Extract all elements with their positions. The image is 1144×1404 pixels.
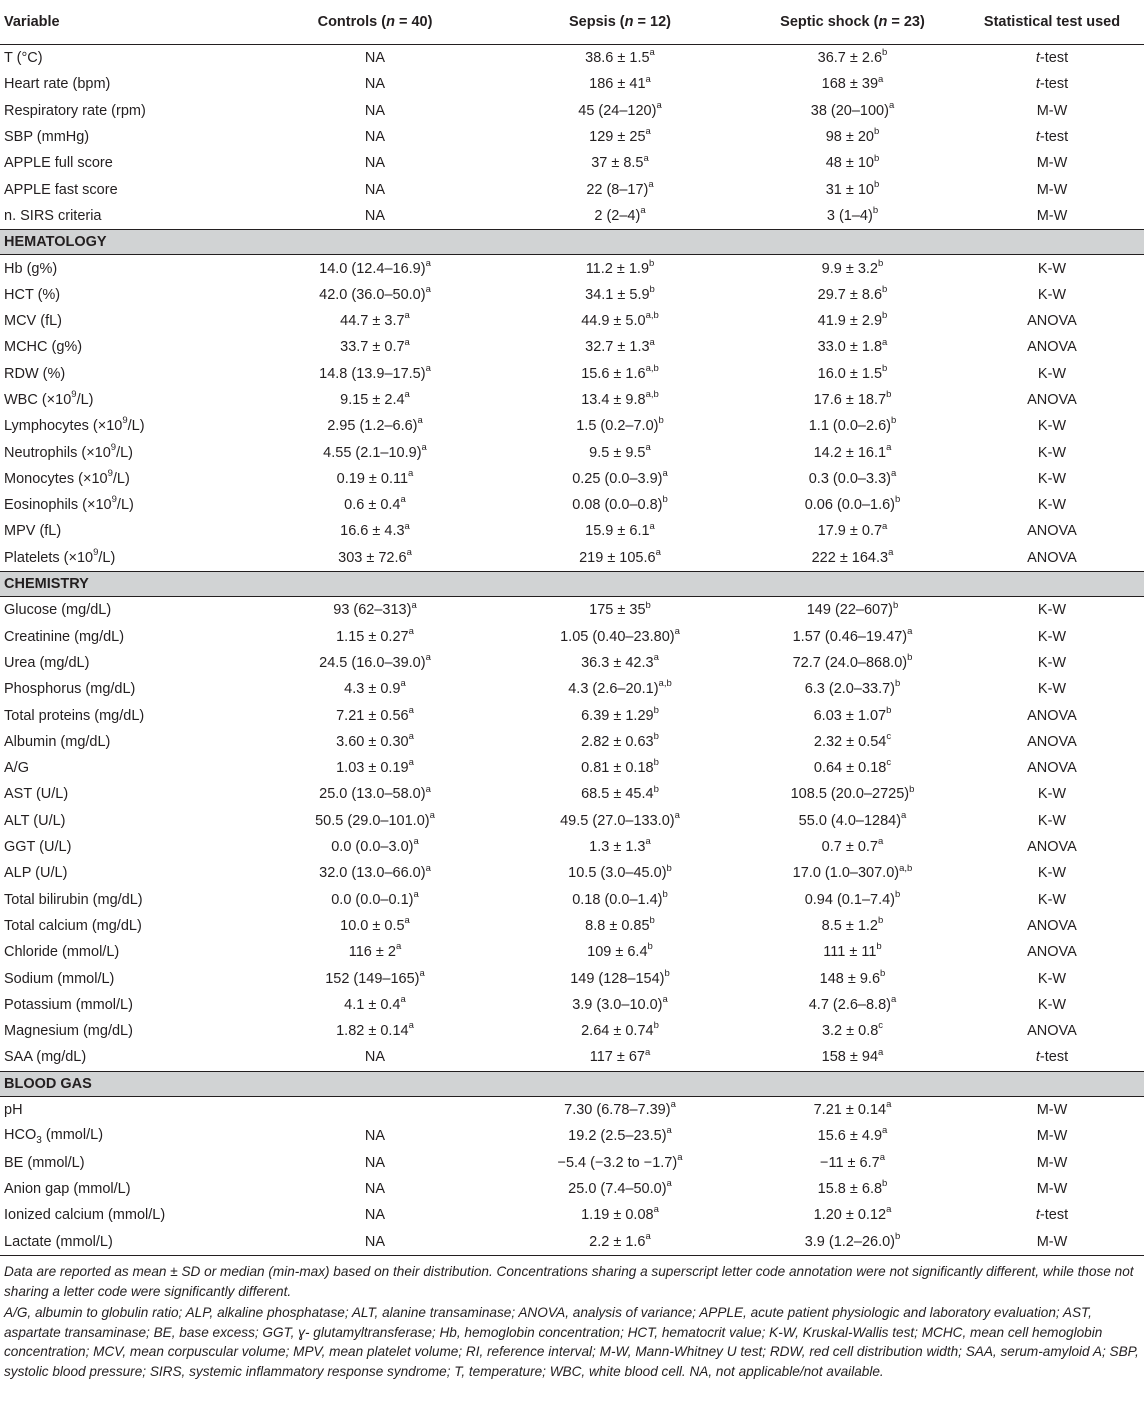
cell-sepsis: 2.82 ± 0.63$^b$ xyxy=(581,731,659,750)
cell-septic-shock: 1.20 ± 0.12$^a$ xyxy=(813,1204,892,1224)
cell-septic-shock: 2.32 ± 0.54$^c$ xyxy=(813,731,892,750)
cell-variable: MPV (fL) xyxy=(4,523,62,540)
cell-controls: 0.0 $(0.0-0.1)^a$ xyxy=(331,888,419,908)
cell-sepsis: 0.81 ± 0.18$^b$ xyxy=(581,757,659,777)
cell-variable: Ionized calcium (mmol/L) xyxy=(4,1207,166,1224)
table-row xyxy=(0,124,1144,150)
header-statistical-test: Statistical test used xyxy=(983,14,1121,30)
cell-test: ANOVA xyxy=(1027,523,1077,540)
cell-test: ANOVA xyxy=(1027,917,1077,934)
cell-controls: 2.95 $(1.2-6.6)^a$ xyxy=(327,415,423,435)
cell-controls: 152 $(149-165)^a$ xyxy=(325,967,425,987)
cell-sepsis: $117 \pm 67^a$ xyxy=(589,1046,651,1066)
cell-septic-shock: 6.03 ± 1.07$^b$ xyxy=(813,704,892,724)
cell-septic-shock: 9.9 ± 3.2$^b$ xyxy=(821,257,884,277)
cell-test: M-W xyxy=(1036,1128,1068,1145)
cell-septic-shock: 148 ± 9.6$^b$ xyxy=(819,967,886,987)
table-row xyxy=(0,545,1144,571)
table-footnotes xyxy=(4,1262,1140,1384)
cell-controls: 0.19 ± 0.11$^a$ xyxy=(336,468,414,487)
cell-sepsis: 0.08 $(0.0-0.8)^b$ xyxy=(572,494,668,514)
cell-test: t-test xyxy=(1035,50,1069,67)
cell-variable: Lymphocytes $(\times 10^9/L)$ xyxy=(4,415,145,435)
table-row xyxy=(0,255,1144,281)
table-row xyxy=(0,1202,1144,1228)
cell-test: K-W xyxy=(1037,786,1067,803)
cell-controls: 9.15 ± 2.4$^a$ xyxy=(340,389,410,408)
cell-controls: 4.3 ± 0.9$^a$ xyxy=(344,678,406,698)
section-header-hematology xyxy=(0,229,1144,255)
cell-sepsis: 2.64 ± 0.74$^b$ xyxy=(581,1020,659,1040)
section-header-chemistry xyxy=(0,571,1144,597)
cell-variable: WBC $(\times 10^9/L)$ xyxy=(4,389,94,408)
cell-test: t-test xyxy=(1035,129,1069,146)
cell-variable: SAA (mg/dL) xyxy=(4,1049,87,1066)
cell-sepsis: $44.9 \pm 5.0^{a,b}$ xyxy=(581,310,659,330)
cell-sepsis: 219 ± 105.6$^a$ xyxy=(579,546,661,566)
table-row xyxy=(0,1123,1144,1149)
cell-controls: NA xyxy=(364,1207,386,1224)
table-row xyxy=(0,1018,1144,1044)
cell-controls: 3.60 ± 0.30$^a$ xyxy=(336,731,414,750)
cell-test: K-W xyxy=(1037,497,1067,514)
table-row xyxy=(0,387,1144,413)
table-row xyxy=(0,45,1144,71)
cell-septic-shock: 1.1 $(0.0-2.6)^b$ xyxy=(808,415,897,435)
table-row xyxy=(0,939,1144,965)
cell-controls: 0.6 ± 0.4$^a$ xyxy=(344,494,406,514)
cell-test: K-W xyxy=(1037,865,1067,882)
cell-test: M-W xyxy=(1036,207,1068,224)
cell-septic-shock: 38 $(20-100)^a$ xyxy=(810,99,895,119)
cell-septic-shock: 14.2 ± 16.1$^a$ xyxy=(813,441,892,461)
cell-controls: 32.0 $(13.0-66.0)^a$ xyxy=(319,862,431,882)
cell-septic-shock: 36.7 ± 2.6$^b$ xyxy=(817,47,888,67)
table-row xyxy=(0,702,1144,728)
cell-septic-shock: 16.0 ± 1.5$^b$ xyxy=(817,362,888,382)
cell-test: ANOVA xyxy=(1027,733,1077,750)
cell-sepsis: $175 \pm 35^b$ xyxy=(589,599,651,619)
cell-variable: BE (mmol/L) xyxy=(4,1154,85,1171)
cell-sepsis: 4.3 $(2.6-20.1)^{a,b}$ xyxy=(568,678,672,698)
cell-sepsis: 25.0 $(7.4-50.0)^a$ xyxy=(568,1178,672,1197)
cell-test: ANOVA xyxy=(1027,944,1077,961)
cell-sepsis: $15.6 \pm 1.6^{a,b}$ xyxy=(581,362,659,382)
cell-septic-shock: 149 $(22-607)^b$ xyxy=(806,599,899,619)
cell-septic-shock: 4.7 $(2.6-8.8)^a$ xyxy=(808,994,897,1013)
footnote-data-description: Data are reported as mean ± SD or median (min-max) based on their distribution. Concentrations sharing a superscript letter code annotation were not significantly different, while those not sharing a letter code were significantly different. xyxy=(4,1264,1134,1299)
cell-sepsis: 38.6 ± 1.5$^a$ xyxy=(585,47,655,67)
table-row xyxy=(0,150,1144,176)
table-row xyxy=(0,729,1144,755)
cell-test: K-W xyxy=(1037,812,1067,829)
section-title: BLOOD GAS xyxy=(4,1075,92,1092)
cell-septic-shock: 17.0 $(1.0-307.0)^{a,b}$ xyxy=(792,862,913,882)
table-row xyxy=(0,965,1144,991)
cell-variable: Potassium (mmol/L) xyxy=(4,996,133,1013)
cell-controls: $116 \pm 2^a$ xyxy=(348,941,402,961)
cell-septic-shock: 108.5 $(20.0-2725)^b$ xyxy=(790,783,915,803)
cell-sepsis: 10.5 $(3.0-45.0)^b$ xyxy=(568,862,672,882)
cell-controls: 1.82 ± 0.14$^a$ xyxy=(336,1020,414,1040)
cell-sepsis: $186 \pm 41^a$ xyxy=(589,73,651,93)
cell-septic-shock: $111 \pm 11^b$ xyxy=(823,941,882,961)
cell-septic-shock: 55.0 $(4.0-1284)^a$ xyxy=(798,809,907,829)
cell-variable: Sodium (mmol/L) xyxy=(4,970,115,987)
cell-septic-shock: 6.3 $(2.0-33.7)^b$ xyxy=(804,678,901,698)
section-header-blood-gas xyxy=(0,1071,1144,1097)
cell-sepsis: 11.2 ± 1.9$^b$ xyxy=(585,257,655,277)
cell-variable: APPLE full score xyxy=(4,155,113,172)
cell-septic-shock: 0.3 $(0.0-3.3)^a$ xyxy=(808,468,897,487)
cell-controls: NA xyxy=(364,102,386,119)
cell-variable: Phosphorus (mg/dL) xyxy=(4,681,136,698)
table-row xyxy=(0,597,1144,623)
cell-septic-shock: 15.6 ± 4.9$^a$ xyxy=(817,1125,888,1145)
table-row xyxy=(0,1228,1144,1255)
table-body xyxy=(0,45,1144,1256)
cell-controls: 10.0 ± 0.5$^a$ xyxy=(340,915,410,934)
cell-variable: Total bilirubin (mg/dL) xyxy=(4,891,143,908)
cell-sepsis: $13.4 \pm 9.8^{a,b}$ xyxy=(581,389,659,408)
cell-variable: Urea (mg/dL) xyxy=(4,654,90,671)
header-septic-shock: Septic shock (n = 23) xyxy=(780,14,925,30)
table-row xyxy=(0,282,1144,308)
cell-controls: NA xyxy=(364,1128,386,1145)
cell-sepsis: 34.1 ± 5.9$^b$ xyxy=(585,283,655,303)
cell-controls: NA xyxy=(364,1049,386,1066)
table-row xyxy=(0,676,1144,702)
cell-test: M-W xyxy=(1036,155,1068,172)
table-row xyxy=(0,887,1144,913)
table-row xyxy=(0,1097,1144,1123)
cell-sepsis: 3.9 $(3.0-10.0)^a$ xyxy=(572,994,668,1013)
cell-sepsis: 6.39 ± 1.29$^b$ xyxy=(581,704,659,724)
cell-septic-shock: 29.7 ± 8.6$^b$ xyxy=(817,283,888,303)
cell-sepsis: 1.5 $(0.2-7.0)^b$ xyxy=(576,415,664,435)
cell-test: t-test xyxy=(1035,1049,1069,1066)
cell-test: ANOVA xyxy=(1027,392,1077,408)
cell-sepsis: 37 ± 8.5$^a$ xyxy=(591,152,649,172)
table-row xyxy=(0,755,1144,781)
cell-variable: Creatinine (mg/dL) xyxy=(4,628,125,645)
cell-variable: $HCO_3$ (mmol/L) xyxy=(4,1126,104,1146)
cell-septic-shock: $31 \pm 10^b$ xyxy=(825,178,880,198)
cell-septic-shock: 8.5 ± 1.2$^b$ xyxy=(821,915,884,934)
cell-controls: 303 ± 72.6$^a$ xyxy=(338,546,412,566)
table-row xyxy=(0,71,1144,97)
cell-controls: 4.55 $(2.1-10.9)^a$ xyxy=(323,441,427,461)
footnote-abbreviations: A/G, albumin to globulin ratio; ALP, alkaline phosphatase; ALT, alanine transaminase; ANOVA, analysis of variance; APPLE, acute patient physiologic and laboratory evaluation; AST, aspartate transaminase; BE, base excess; GGT, ɣ- glutamyltransferase; Hb, hemoglobin concentration; HCT, hematocrit value; K-W, Kruskal-Wallis test; MCHC, mean cell hemoglobin concentration; MCV, mean corpuscular volume; MPV, mean platelet volume; RI, reference interval; M-W, Mann-Whitney U test; RDW, red cell distribution width; SAA, serum-amyloid A; SBP, systolic blood pressure; SIRS, systemic inflammatory response syndrome; T, temperature; WBC, white blood cell. NA, not applicable/not available. xyxy=(4,1305,1139,1379)
table-row xyxy=(0,492,1144,518)
cell-controls: NA xyxy=(364,181,386,198)
cell-septic-shock: 1.57 $(0.46-19.47)^a$ xyxy=(792,625,913,645)
cell-sepsis: 8.8 ± 0.85$^b$ xyxy=(585,915,655,934)
cell-septic-shock: 41.9 ± 2.9$^b$ xyxy=(817,310,888,330)
cell-test: K-W xyxy=(1037,628,1067,645)
cell-sepsis: 1.19 ± 0.08$^a$ xyxy=(581,1204,659,1224)
cell-controls: NA xyxy=(364,1180,386,1197)
cell-septic-shock: 0.7 ± 0.7$^a$ xyxy=(821,836,884,856)
cell-variable: Chloride (mmol/L) xyxy=(4,944,120,961)
cell-variable: Magnesium (mg/dL) xyxy=(4,1023,133,1040)
cell-controls: NA xyxy=(364,129,386,146)
cell-test: M-W xyxy=(1036,1102,1068,1119)
table-row xyxy=(0,439,1144,465)
cell-test: t-test xyxy=(1035,76,1069,93)
cell-controls: NA xyxy=(364,1154,386,1171)
cell-septic-shock: $48 \pm 10^b$ xyxy=(825,152,880,172)
cell-test: ANOVA xyxy=(1027,760,1077,777)
cell-controls: 7.21 ± 0.56$^a$ xyxy=(336,704,414,724)
cell-variable: Glucose (mg/dL) xyxy=(4,602,112,619)
cell-variable: HCT (%) xyxy=(4,286,61,303)
cell-controls: NA xyxy=(364,76,386,93)
cell-test: K-W xyxy=(1037,996,1067,1013)
cell-septic-shock: $98 \pm 20^b$ xyxy=(825,126,880,146)
cell-variable: Neutrophils $(\times 10^9/L)$ xyxy=(4,441,134,461)
cell-septic-shock: 3.2 ± 0.8$^c$ xyxy=(821,1020,884,1040)
cell-variable: Hb (g%) xyxy=(4,260,58,277)
cell-septic-shock: 0.06 $(0.0-1.6)^b$ xyxy=(804,494,901,514)
cell-sepsis: 9.5 ± 9.5$^a$ xyxy=(589,441,651,461)
cell-sepsis: 0.25 $(0.0-3.9)^a$ xyxy=(572,468,668,487)
cell-variable: MCV (fL) xyxy=(4,313,62,330)
cell-controls: 50.5 $(29.0-101.0)^a$ xyxy=(315,809,435,829)
cell-variable: Monocytes $(\times 10^9/L)$ xyxy=(4,468,130,487)
cell-test: M-W xyxy=(1036,102,1068,119)
cell-test: K-W xyxy=(1037,444,1067,461)
cell-septic-shock: 17.6 ± 18.7$^b$ xyxy=(813,389,892,408)
table-row xyxy=(0,466,1144,492)
cell-controls: 93 $(62-313)^a$ xyxy=(333,599,417,619)
cell-test: M-W xyxy=(1036,1180,1068,1197)
header-variable: Variable xyxy=(4,14,60,30)
cell-test: ANOVA xyxy=(1027,549,1077,566)
cell-septic-shock: 0.94 $(0.1-7.4)^b$ xyxy=(804,888,901,908)
cell-septic-shock: 72.7 $(24.0-868.0)^b$ xyxy=(792,652,913,671)
cell-test: K-W xyxy=(1037,970,1067,987)
cell-test: K-W xyxy=(1037,418,1067,435)
cell-controls: NA xyxy=(364,207,386,224)
table-row xyxy=(0,781,1144,807)
cell-test: ANOVA xyxy=(1027,339,1077,356)
cell-sepsis: 36.3 ± 42.3$^a$ xyxy=(581,652,659,671)
cell-variable: Eosinophils $(\times 10^9/L)$ xyxy=(4,494,134,514)
cell-variable: AST (U/L) xyxy=(4,786,69,803)
table-row xyxy=(0,992,1144,1018)
cell-sepsis: 22 $(8-17)^a$ xyxy=(586,178,654,198)
cell-controls: 4.1 ± 0.4$^a$ xyxy=(344,994,406,1013)
cell-test: M-W xyxy=(1036,1233,1068,1250)
cell-test: ANOVA xyxy=(1027,313,1077,330)
cell-test: K-W xyxy=(1037,681,1067,698)
cell-controls: 25.0 $(13.0-58.0)^a$ xyxy=(319,783,431,803)
cell-controls: 14.0 $(12.4-16.9)^a$ xyxy=(319,257,431,277)
cell-septic-shock: 222 ± 164.3$^a$ xyxy=(811,546,894,566)
cell-controls: 1.03 ± 0.19$^a$ xyxy=(336,757,414,777)
cell-septic-shock: 3 $(1-4)^b$ xyxy=(826,205,879,224)
cell-variable: n. SIRS criteria xyxy=(4,207,102,224)
cell-sepsis: 15.9 ± 6.1$^a$ xyxy=(585,520,655,540)
cell-test: ANOVA xyxy=(1027,839,1077,856)
cell-sepsis: 7.30 $(6.78-7.39)^a$ xyxy=(564,1099,676,1119)
cell-septic-shock: 0.64 ± 0.18$^c$ xyxy=(813,757,892,777)
cell-variable: Heart rate (bpm) xyxy=(4,76,111,93)
cell-variable: T (°C) xyxy=(4,50,43,67)
cell-variable: Total calcium (mg/dL) xyxy=(4,917,142,934)
cell-septic-shock: 3.9 $(1.2-26.0)^b$ xyxy=(804,1230,901,1250)
cell-variable: Respiratory rate (rpm) xyxy=(4,102,146,119)
cell-test: K-W xyxy=(1037,602,1067,619)
cell-variable: Platelets $(\times 10^9/L)$ xyxy=(4,546,116,566)
cell-variable: RDW (%) xyxy=(4,365,66,382)
cell-sepsis: 0.18 $(0.0-1.4)^b$ xyxy=(572,888,668,908)
section-title: CHEMISTRY xyxy=(4,576,89,593)
table-row xyxy=(0,176,1144,202)
cell-test: K-W xyxy=(1037,654,1067,671)
table-row xyxy=(0,1149,1144,1175)
table-row xyxy=(0,624,1144,650)
cell-variable: SBP (mmHg) xyxy=(4,129,90,146)
cell-variable: A/G xyxy=(4,760,29,777)
header-controls: Controls (n = 40) xyxy=(317,14,433,30)
table-row xyxy=(0,98,1144,124)
cell-sepsis: 68.5 ± 45.4$^b$ xyxy=(581,783,659,803)
table-row xyxy=(0,860,1144,886)
table-row xyxy=(0,361,1144,387)
cell-test: ANOVA xyxy=(1027,1023,1077,1040)
cell-sepsis: 19.2 $(2.5-23.5)^a$ xyxy=(568,1125,672,1145)
cell-variable: APPLE fast score xyxy=(4,181,118,198)
cell-test: K-W xyxy=(1037,470,1067,487)
table-row xyxy=(0,334,1144,360)
cell-test: K-W xyxy=(1037,891,1067,908)
cell-controls: 42.0 $(36.0-50.0)^a$ xyxy=(319,283,431,303)
cell-sepsis: 49.5 $(27.0-133.0)^a$ xyxy=(560,809,680,829)
cell-sepsis: 2.2 ± 1.6$^a$ xyxy=(589,1230,651,1250)
cell-controls: 44.7 ± 3.7$^a$ xyxy=(340,310,410,330)
cell-controls: 24.5 $(16.0-39.0)^a$ xyxy=(319,652,431,671)
header-sepsis: Sepsis (n = 12) xyxy=(569,14,671,30)
cell-controls: NA xyxy=(364,155,386,172)
cell-test: ANOVA xyxy=(1027,707,1077,724)
cell-controls: 16.6 ± 4.3$^a$ xyxy=(340,520,410,540)
cell-test: K-W xyxy=(1037,286,1067,303)
cell-controls: 1.15 ± 0.27$^a$ xyxy=(336,625,414,645)
cell-variable: ALP (U/L) xyxy=(4,865,68,882)
table-row xyxy=(0,650,1144,676)
cell-septic-shock: 17.9 ± 0.7$^a$ xyxy=(817,520,888,540)
cell-sepsis: 32.7 ± 1.3$^a$ xyxy=(585,336,655,356)
section-title: HEMATOLOGY xyxy=(4,234,107,251)
table-row xyxy=(0,834,1144,860)
cell-controls: NA xyxy=(364,50,386,67)
cell-septic-shock: $158 \pm 94^a$ xyxy=(821,1046,884,1066)
cell-variable: GGT (U/L) xyxy=(4,839,72,856)
cell-sepsis: 149 $(128-154)^b$ xyxy=(570,967,670,987)
cell-sepsis: 1.3 ± 1.3$^a$ xyxy=(589,836,651,856)
cell-sepsis: $129 \pm 25^a$ xyxy=(589,126,651,146)
cell-controls: 14.8 $(13.9-17.5)^a$ xyxy=(319,362,431,382)
cell-septic-shock: 15.8 ± 6.8$^b$ xyxy=(817,1178,888,1197)
cell-variable: Lactate (mmol/L) xyxy=(4,1233,113,1250)
cell-test: K-W xyxy=(1037,365,1067,382)
table-row xyxy=(0,1044,1144,1070)
cell-variable: pH xyxy=(4,1102,23,1119)
table-row xyxy=(0,413,1144,439)
cell-variable: ALT (U/L) xyxy=(4,812,66,829)
cell-sepsis: 45 $(24-120)^a$ xyxy=(578,99,662,119)
cell-sepsis: 1.05 $(0.40-23.80)^a$ xyxy=(560,625,680,645)
cell-controls: NA xyxy=(364,1233,386,1250)
table-row xyxy=(0,913,1144,939)
cell-controls: 33.7 ± 0.7$^a$ xyxy=(340,336,410,356)
table-row xyxy=(0,808,1144,834)
cell-test: t-test xyxy=(1035,1207,1069,1224)
cell-test: K-W xyxy=(1037,260,1067,277)
cell-test: M-W xyxy=(1036,181,1068,198)
cell-test: M-W xyxy=(1036,1154,1068,1171)
table-row xyxy=(0,518,1144,544)
table-row xyxy=(0,308,1144,334)
cell-sepsis: −5.4 (−3.2 to −1.7)$^a$ xyxy=(557,1151,683,1171)
cell-sepsis: 109 ± 6.4$^b$ xyxy=(587,941,653,961)
cell-variable: MCHC (g%) xyxy=(4,339,83,356)
table-header-row xyxy=(0,0,1144,45)
cell-septic-shock: $168 \pm 39^a$ xyxy=(821,73,884,93)
table-row xyxy=(0,1176,1144,1202)
table-row xyxy=(0,203,1144,229)
cell-sepsis: 2 $(2-4)^a$ xyxy=(594,205,646,224)
cell-septic-shock: −11 ± 6.7$^a$ xyxy=(820,1151,885,1171)
cell-controls: 0.0 $(0.0-3.0)^a$ xyxy=(331,836,419,856)
cell-septic-shock: 7.21 ± 0.14$^a$ xyxy=(813,1099,892,1119)
cell-variable: Albumin (mg/dL) xyxy=(4,733,111,750)
cell-variable: Anion gap (mmol/L) xyxy=(4,1180,131,1197)
cell-septic-shock: 33.0 ± 1.8$^a$ xyxy=(817,336,888,356)
cell-variable: Total proteins (mg/dL) xyxy=(4,707,145,724)
